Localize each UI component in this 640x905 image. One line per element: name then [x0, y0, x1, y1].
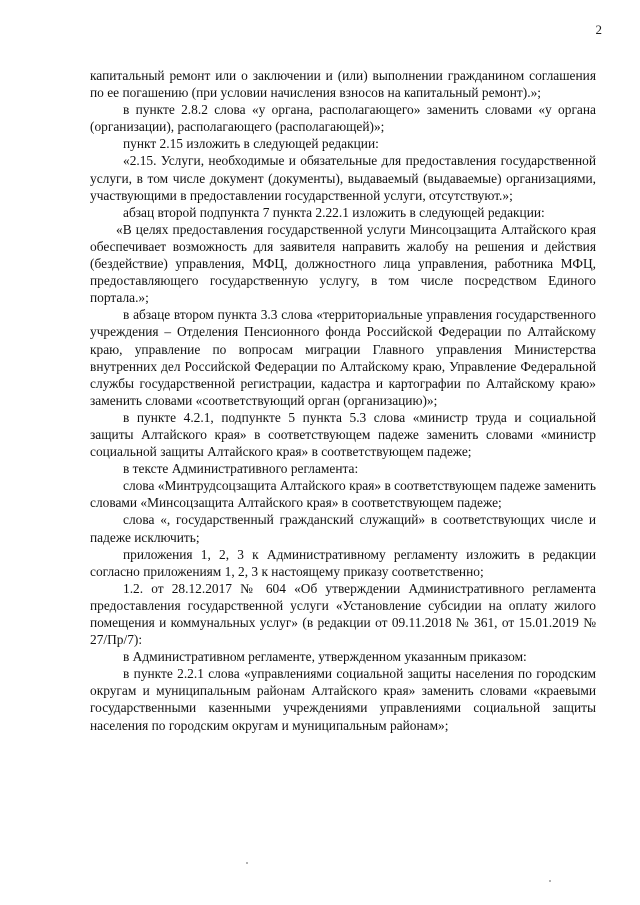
paragraph-quote: «В целях предоставления государственной услуги Минсоцзащита Алтайского края обеспечивает возможность для заявителя направить жалобу на решения и действия (бездействие) управления, МФЦ, должностного лица управления, работника МФЦ, предоставляющего государственную услугу, в том числе посредством Единого портала.»; [90, 221, 596, 306]
scan-speck [246, 862, 248, 864]
paragraph: в тексте Административного регламента: [123, 461, 359, 477]
document-body [90, 67, 596, 734]
paragraph: абзац второй подпункта 7 пункта 2.22.1 изложить в следующей редакции: [123, 204, 545, 220]
paragraph: в пункте 2.8.2 слова «у органа, располагающего» заменить словами «у органа (организации), располагающего (располагающей)»; [90, 102, 596, 135]
page-number: 2 [595, 22, 602, 37]
paragraph: слова «Минтрудсоцзащита Алтайского края» в соответствующем падеже заменить словами «Минсоцзащита Алтайского края» в соответствующем падеже; [90, 478, 596, 511]
paragraph: в Административном регламенте, утвержденном указанным приказом: [123, 649, 527, 665]
scan-speck [549, 880, 551, 882]
paragraph: в пункте 4.2.1, подпункте 5 пункта 5.3 слова «министр труда и социальной защиты Алтайского края» в соответствующем падеже заменить словами «министр социальной защиты Алтайского края» в соответствующем падеже; [90, 409, 596, 460]
paragraph: слова «, государственный гражданский служащий» в соответствующих числе и падеже исключить; [90, 512, 596, 545]
paragraph: в пункте 2.2.1 слова «управлениями социальной защиты населения по городским округам и муниципальным районам Алтайского края» заменить словами «краевыми государственными казенными учреждениями управлениями социальной защиты населения по городским округам и муниципальным районам»; [90, 666, 596, 733]
paragraph-continuation: капитальный ремонт или о заключении и (или) выполнении гражданином соглашения по ее погашению (при условии начисления взносов на капитальный ремонт).»; [90, 68, 596, 101]
paragraph: 1.2. от 28.12.2017 № 604 «Об утверждении Административного регламента предоставления государственной услуги «Установление субсидии на оплату жилого помещения и коммунальных услуг» (в редакции от 09.11.2018 № 361, от 15.01.2019 № 27/Пр/7): [90, 580, 596, 648]
paragraph: в абзаце втором пункта 3.3 слова «территориальные управления государственного учреждения – Отделения Пенсионного фонда Российской Федерации по Алтайскому краю, управление по вопросам миграции Главного управления Министерства внутренних дел Российской Федерации по Алтайскому краю, Управление Федеральной службы государственной регистрации, кадастра и картографии по Алтайскому краю» заменить словами «соответствующий орган (организацию)»; [90, 307, 596, 408]
paragraph: приложения 1, 2, 3 к Административному регламенту изложить в редакции согласно приложениям 1, 2, 3 к настоящему приказу соответственно; [90, 546, 596, 579]
paragraph: пункт 2.15 изложить в следующей редакции: [123, 136, 379, 152]
paragraph-quote: «2.15. Услуги, необходимые и обязательные для предоставления государственной услуги, в том числе документ (документы), выдаваемый (выдаваемые) организациями, участвующими в предоставлении государственной услуги, отсутствуют.»; [90, 153, 596, 203]
